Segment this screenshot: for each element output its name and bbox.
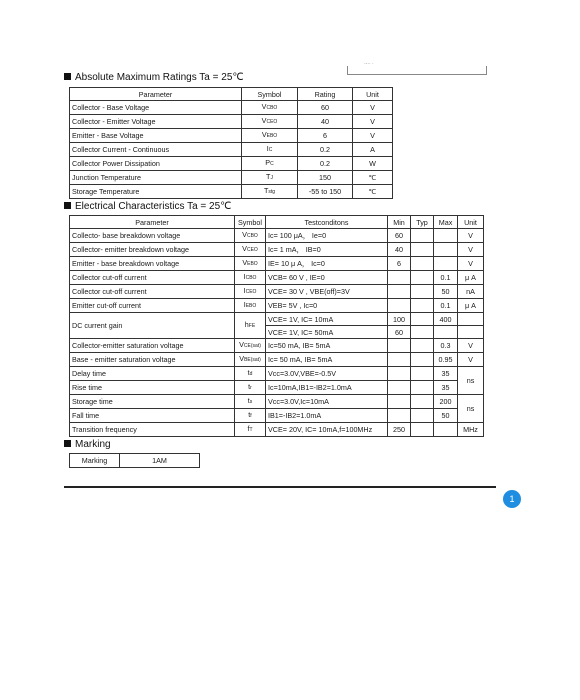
header-fragment: ·-·· ·	[364, 61, 374, 67]
column-header: Rating	[298, 88, 353, 101]
unit-cell: ℃	[353, 171, 393, 185]
condition-cell: VEB= 5V , Ic=0	[266, 299, 388, 313]
typ-cell	[411, 243, 434, 257]
marking-label: Marking	[70, 454, 120, 468]
min-cell	[388, 285, 411, 299]
column-header: Parameter	[70, 216, 235, 229]
symbol-sub: CBO	[246, 233, 258, 239]
symbol-cell	[235, 367, 266, 381]
symbol-cell	[242, 115, 298, 129]
symbol-main: V	[261, 130, 267, 139]
symbol-cell	[242, 129, 298, 143]
max-cell	[434, 257, 458, 271]
parameter-cell: Collector cut-off current	[70, 271, 235, 285]
symbol-sub: J	[270, 175, 273, 181]
unit-cell: W	[353, 157, 393, 171]
page-number-badge: 1	[503, 490, 521, 508]
max-cell: 0.1	[434, 271, 458, 285]
symbol-main: I	[266, 144, 269, 153]
max-cell	[434, 423, 458, 437]
symbol-cell	[235, 313, 266, 339]
table-row	[70, 101, 393, 115]
symbol-cell	[235, 339, 266, 353]
symbol-cell	[242, 101, 298, 115]
electrical-characteristics-table	[69, 215, 484, 437]
parameter-cell: Rise time	[70, 381, 235, 395]
typ-cell	[411, 326, 434, 339]
table-row	[70, 395, 484, 409]
typ-cell	[411, 409, 434, 423]
table-row	[70, 115, 393, 129]
typ-cell	[411, 423, 434, 437]
elec-title-text: Electrical Characteristics Ta = 25℃	[75, 201, 232, 212]
marking-value: 1AM	[120, 454, 200, 468]
marking-section-title	[64, 439, 111, 451]
symbol-cell	[235, 243, 266, 257]
max-cell	[434, 243, 458, 257]
symbol-sub: r	[250, 385, 252, 391]
condition-cell: Vcc=3.0V,VBE=-0.5V	[266, 367, 388, 381]
symbol-sub: BE(sat)	[244, 357, 261, 363]
rating-cell: 0.2	[298, 157, 353, 171]
table-row	[70, 243, 484, 257]
min-cell	[388, 353, 411, 367]
symbol-sub: CBO	[245, 275, 257, 281]
symbol-sub: CEO	[246, 247, 258, 253]
marking-title-text: Marking	[75, 439, 111, 450]
parameter-cell: Collector - Base Voltage	[70, 101, 242, 115]
table-row	[70, 157, 393, 171]
condition-cell: VCE= 20V, IC= 10mA,f=100MHz	[266, 423, 388, 437]
symbol-cell	[235, 271, 266, 285]
condition-cell: Ic= 1 mA， IB=0	[266, 243, 388, 257]
typ-cell	[411, 229, 434, 243]
unit-cell: nA	[458, 285, 484, 299]
column-header: Max	[434, 216, 458, 229]
symbol-cell	[235, 395, 266, 409]
condition-cell: VCE= 30 V , VBE(off)=3V	[266, 285, 388, 299]
bullet-square-icon	[64, 202, 71, 209]
symbol-sub: C	[270, 161, 274, 167]
symbol-sub: C	[268, 147, 273, 153]
unit-cell: V	[458, 229, 484, 243]
symbol-main: h	[244, 320, 249, 329]
unit-cell: V	[353, 129, 393, 143]
min-cell	[388, 367, 411, 381]
footer-rule	[64, 486, 496, 488]
symbol-main: f	[247, 424, 250, 433]
min-cell: 100	[388, 313, 411, 326]
table-row	[70, 299, 484, 313]
marking-table	[69, 453, 200, 468]
symbol-sub: d	[249, 371, 253, 377]
typ-cell	[411, 367, 434, 381]
symbol-main: V	[239, 354, 245, 363]
unit-cell: V	[458, 257, 484, 271]
condition-cell: VCE= 1V, IC= 50mA	[266, 326, 388, 339]
table-row	[70, 143, 393, 157]
bullet-square-icon	[64, 73, 71, 80]
symbol-main: I	[243, 272, 246, 281]
table-row	[70, 423, 484, 437]
table-row	[70, 381, 484, 395]
symbol-cell	[235, 257, 266, 271]
min-cell	[388, 271, 411, 285]
symbol-main: V	[242, 230, 247, 239]
column-header: Testconditons	[266, 216, 388, 229]
symbol-sub: EBO	[247, 261, 258, 267]
symbol-main: I	[243, 286, 246, 295]
symbol-sub: CEO	[245, 289, 257, 295]
min-cell: 250	[388, 423, 411, 437]
unit-cell: ns	[458, 367, 484, 395]
unit-cell: ns	[458, 395, 484, 423]
condition-cell: Ic= 50 mA, IB= 5mA	[266, 353, 388, 367]
symbol-sub: stg	[268, 189, 276, 195]
unit-cell: μ A	[458, 271, 484, 285]
symbol-cell	[235, 285, 266, 299]
symbol-cell	[242, 185, 298, 199]
min-cell: 40	[388, 243, 411, 257]
symbol-cell	[235, 353, 266, 367]
bullet-square-icon	[64, 440, 71, 447]
typ-cell	[411, 257, 434, 271]
condition-cell: IE= 10 μ A， Ic=0	[266, 257, 388, 271]
symbol-cell	[235, 381, 266, 395]
column-header: Parameter	[70, 88, 242, 101]
rating-cell: 6	[298, 129, 353, 143]
unit-cell: A	[353, 143, 393, 157]
symbol-main: V	[261, 116, 267, 125]
rating-cell: 40	[298, 115, 353, 129]
table-row	[70, 271, 484, 285]
rating-cell: 60	[298, 101, 353, 115]
typ-cell	[411, 395, 434, 409]
symbol-main: T	[266, 172, 271, 181]
parameter-cell: Emitter - Base Voltage	[70, 129, 242, 143]
unit-cell: ℃	[353, 185, 393, 199]
parameter-cell: Storage Temperature	[70, 185, 242, 199]
symbol-main: V	[239, 340, 244, 349]
symbol-main: t	[247, 396, 250, 405]
table-row	[70, 367, 484, 381]
symbol-main: T	[263, 186, 269, 195]
symbol-sub: CEO	[266, 119, 278, 125]
min-cell	[388, 409, 411, 423]
parameter-cell: Emitter cut-off current	[70, 299, 235, 313]
parameter-cell: Delay time	[70, 367, 235, 381]
parameter-cell: Collector - Emitter Voltage	[70, 115, 242, 129]
symbol-main: P	[265, 158, 271, 167]
symbol-cell	[235, 229, 266, 243]
unit-cell	[458, 313, 484, 326]
min-cell: 60	[388, 229, 411, 243]
column-header: Unit	[458, 216, 484, 229]
column-header: Unit	[353, 88, 393, 101]
table-row	[70, 129, 393, 143]
rating-cell: 150	[298, 171, 353, 185]
table-row	[70, 171, 393, 185]
rating-cell: 0.2	[298, 143, 353, 157]
parameter-cell: Collector Power Dissipation	[70, 157, 242, 171]
parameter-cell: Storage time	[70, 395, 235, 409]
max-cell	[434, 326, 458, 339]
table-row	[70, 353, 484, 367]
typ-cell	[411, 339, 434, 353]
unit-cell	[458, 326, 484, 339]
typ-cell	[411, 313, 434, 326]
typ-cell	[411, 381, 434, 395]
condition-cell: Vcc=3.0V,Ic=10mA	[266, 395, 388, 409]
max-cell: 200	[434, 395, 458, 409]
condition-cell: Ic=10mA,IB1=-IB2=1.0mA	[266, 381, 388, 395]
table-row	[70, 257, 484, 271]
symbol-sub: CE(sat)	[243, 343, 261, 349]
symbol-main: t	[247, 368, 250, 377]
condition-cell: IB1=-IB2=1.0mA	[266, 409, 388, 423]
column-header: Typ	[411, 216, 434, 229]
rating-cell: -55 to 150	[298, 185, 353, 199]
symbol-main: I	[243, 300, 246, 309]
typ-cell	[411, 285, 434, 299]
parameter-cell: DC current gain	[70, 313, 235, 339]
typ-cell	[411, 271, 434, 285]
symbol-sub: s	[249, 399, 253, 405]
parameter-cell: Collector Current - Continuous	[70, 143, 242, 157]
symbol-cell	[235, 423, 266, 437]
condition-cell: Ic=50 mA, IB= 5mA	[266, 339, 388, 353]
max-cell: 50	[434, 409, 458, 423]
unit-cell: V	[458, 353, 484, 367]
header-frame	[347, 61, 487, 75]
abs-section-title	[64, 72, 244, 84]
max-cell: 0.3	[434, 339, 458, 353]
parameter-cell: Emitter - base breakdown voltage	[70, 257, 235, 271]
symbol-sub: T	[249, 427, 253, 433]
min-cell	[388, 299, 411, 313]
min-cell: 60	[388, 326, 411, 339]
elec-section-title	[64, 201, 231, 213]
column-header: Min	[388, 216, 411, 229]
max-cell: 50	[434, 285, 458, 299]
unit-cell: V	[458, 243, 484, 257]
min-cell: 6	[388, 257, 411, 271]
symbol-sub: f	[250, 413, 252, 419]
symbol-main: V	[242, 258, 248, 267]
symbol-cell	[242, 171, 298, 185]
symbol-sub: FE	[248, 323, 256, 329]
symbol-main: t	[248, 382, 251, 391]
parameter-cell: Fall time	[70, 409, 235, 423]
parameter-cell: Collector-emitter saturation voltage	[70, 339, 235, 353]
table-row	[70, 339, 484, 353]
symbol-main: V	[242, 244, 247, 253]
parameter-cell: Base - emitter saturation voltage	[70, 353, 235, 367]
symbol-sub: EBO	[245, 303, 257, 309]
symbol-sub: CBO	[266, 105, 278, 111]
symbol-cell	[242, 143, 298, 157]
table-row	[70, 185, 393, 199]
parameter-cell: Transition frequency	[70, 423, 235, 437]
symbol-cell	[242, 157, 298, 171]
table-row	[70, 229, 484, 243]
parameter-cell: Collector cut-off current	[70, 285, 235, 299]
parameter-cell: Junction Temperature	[70, 171, 242, 185]
max-cell	[434, 229, 458, 243]
unit-cell: V	[353, 101, 393, 115]
column-header: Symbol	[235, 216, 266, 229]
symbol-cell	[235, 409, 266, 423]
max-cell: 0.95	[434, 353, 458, 367]
min-cell	[388, 381, 411, 395]
max-cell: 35	[434, 381, 458, 395]
column-header: Symbol	[242, 88, 298, 101]
symbol-sub: EBO	[266, 133, 278, 139]
parameter-cell: Collector- emitter breakdown voltage	[70, 243, 235, 257]
max-cell: 0.1	[434, 299, 458, 313]
absolute-ratings-table	[69, 87, 393, 199]
condition-cell: Ic= 100 μA， Ie=0	[266, 229, 388, 243]
max-cell: 400	[434, 313, 458, 326]
condition-cell: VCE= 1V, IC= 10mA	[266, 313, 388, 326]
min-cell	[388, 395, 411, 409]
table-row	[70, 285, 484, 299]
table-row	[70, 313, 484, 326]
typ-cell	[411, 299, 434, 313]
max-cell: 35	[434, 367, 458, 381]
unit-cell: V	[353, 115, 393, 129]
min-cell	[388, 339, 411, 353]
unit-cell: MHz	[458, 423, 484, 437]
symbol-main: t	[248, 410, 251, 419]
parameter-cell: Collecto- base breakdown voltage	[70, 229, 235, 243]
table-row	[70, 409, 484, 423]
abs-title-text: Absolute Maximum Ratings Ta = 25℃	[75, 72, 244, 83]
typ-cell	[411, 353, 434, 367]
symbol-main: V	[261, 102, 267, 111]
condition-cell: VCB= 60 V , IE=0	[266, 271, 388, 285]
symbol-cell	[235, 299, 266, 313]
unit-cell: μ A	[458, 299, 484, 313]
unit-cell: V	[458, 339, 484, 353]
